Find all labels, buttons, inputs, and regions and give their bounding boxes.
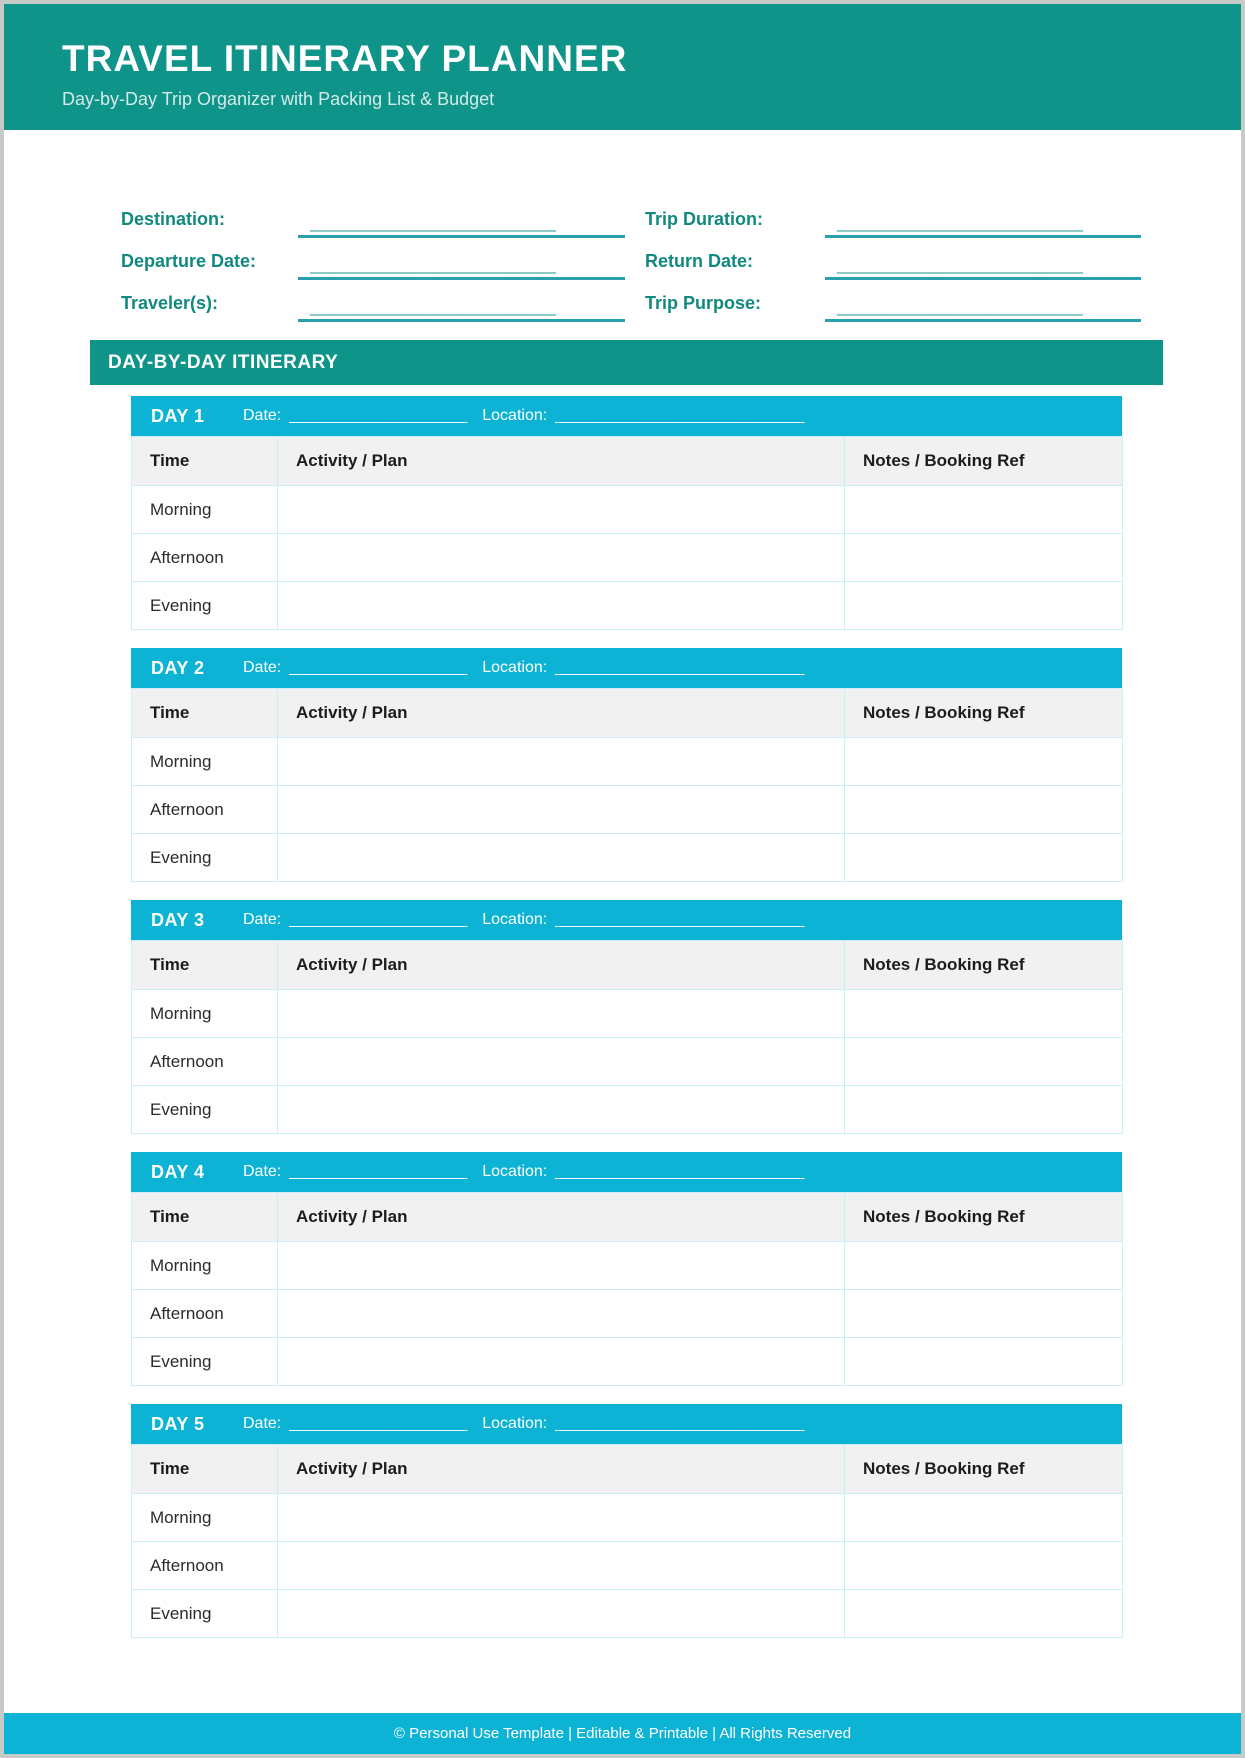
table-header-row	[132, 689, 1123, 738]
notes-cell[interactable]	[845, 1242, 1123, 1290]
table-header-row	[132, 1445, 1123, 1494]
destination-label: Destination:	[121, 209, 226, 229]
time-slot-row	[132, 1290, 1123, 1338]
col-header-activity: Activity / Plan	[278, 689, 845, 738]
date-blank[interactable]: ____________________	[289, 1415, 468, 1432]
time-slot-row	[132, 1338, 1123, 1386]
day-table	[131, 436, 1123, 630]
time-slot-row	[132, 1086, 1123, 1134]
location-label: Location:	[482, 911, 548, 928]
date-field-group	[243, 1415, 482, 1433]
day-block	[131, 1404, 1122, 1638]
notes-cell[interactable]	[845, 834, 1123, 882]
return-date-field[interactable]	[825, 238, 1141, 280]
blank-line: __________________________	[837, 213, 1083, 232]
location-field-group	[482, 1415, 813, 1433]
activity-cell[interactable]	[278, 1542, 845, 1590]
time-slot-row	[132, 1242, 1123, 1290]
day-block	[131, 1152, 1122, 1386]
notes-cell[interactable]	[845, 1590, 1123, 1638]
blank-line: __________________________	[310, 297, 556, 316]
date-blank[interactable]: ____________________	[289, 1163, 468, 1180]
location-label: Location:	[482, 1415, 548, 1432]
activity-cell[interactable]	[278, 486, 845, 534]
location-blank[interactable]: ____________________________	[555, 1163, 805, 1180]
table-header-row	[132, 1193, 1123, 1242]
destination-field[interactable]	[298, 196, 625, 238]
notes-cell[interactable]	[845, 486, 1123, 534]
page-footer: © Personal Use Template | Editable & Printable | All Rights Reserved	[4, 1713, 1241, 1754]
day-table	[131, 1192, 1123, 1386]
col-header-time: Time	[132, 437, 278, 486]
day-label: DAY 4	[151, 1161, 205, 1182]
day-table	[131, 688, 1123, 882]
notes-cell[interactable]	[845, 534, 1123, 582]
section-header-itinerary: DAY-BY-DAY ITINERARY	[90, 340, 1163, 385]
notes-cell[interactable]	[845, 582, 1123, 630]
col-header-activity: Activity / Plan	[278, 1445, 845, 1494]
activity-cell[interactable]	[278, 534, 845, 582]
form-row	[121, 196, 1147, 238]
date-label: Date:	[243, 911, 282, 928]
col-header-activity: Activity / Plan	[278, 1193, 845, 1242]
notes-cell[interactable]	[845, 990, 1123, 1038]
day-table	[131, 940, 1123, 1134]
time-slot-label: Afternoon	[132, 1290, 278, 1338]
location-field-group	[482, 1163, 813, 1181]
date-field-group	[243, 659, 482, 677]
location-label: Location:	[482, 659, 548, 676]
time-slot-label: Evening	[132, 1338, 278, 1386]
date-label: Date:	[243, 659, 282, 676]
location-label: Location:	[482, 1163, 548, 1180]
form-row	[121, 238, 1147, 280]
date-field-group	[243, 911, 482, 929]
date-blank[interactable]: ____________________	[289, 911, 468, 928]
location-label: Location:	[482, 407, 548, 424]
time-slot-label: Afternoon	[132, 534, 278, 582]
col-header-time: Time	[132, 1445, 278, 1494]
time-slot-row	[132, 486, 1123, 534]
time-slot-row	[132, 1542, 1123, 1590]
time-slot-row	[132, 1038, 1123, 1086]
location-field-group	[482, 911, 813, 929]
time-slot-label: Morning	[132, 990, 278, 1038]
column-gap	[625, 280, 645, 322]
col-header-notes: Notes / Booking Ref	[845, 1445, 1123, 1494]
blank-line: __________________________	[837, 297, 1083, 316]
page-header	[4, 4, 1241, 130]
date-label: Date:	[243, 1415, 282, 1432]
col-header-notes: Notes / Booking Ref	[845, 689, 1123, 738]
time-slot-row	[132, 1590, 1123, 1638]
time-slot-row	[132, 1494, 1123, 1542]
date-field-group	[243, 407, 482, 425]
return-date-label: Return Date:	[645, 251, 754, 271]
location-field-group	[482, 407, 813, 425]
activity-cell[interactable]	[278, 1290, 845, 1338]
date-label: Date:	[243, 1163, 282, 1180]
activity-cell[interactable]	[278, 1494, 845, 1542]
form-row	[121, 280, 1147, 322]
time-slot-label: Morning	[132, 738, 278, 786]
time-slot-label: Evening	[132, 834, 278, 882]
day-blocks-container	[4, 396, 1241, 1638]
location-blank[interactable]: ____________________________	[555, 659, 805, 676]
day-label: DAY 2	[151, 657, 205, 678]
activity-cell[interactable]	[278, 1242, 845, 1290]
notes-cell[interactable]	[845, 1038, 1123, 1086]
day-header-bar	[131, 1404, 1122, 1444]
time-slot-row	[132, 738, 1123, 786]
day-header-bar	[131, 900, 1122, 940]
day-block	[131, 396, 1122, 630]
travelers-field[interactable]	[298, 280, 625, 322]
activity-cell[interactable]	[278, 834, 845, 882]
notes-cell[interactable]	[845, 786, 1123, 834]
notes-cell[interactable]	[845, 1542, 1123, 1590]
date-blank[interactable]: ____________________	[289, 659, 468, 676]
notes-cell[interactable]	[845, 1338, 1123, 1386]
day-header-bar	[131, 396, 1122, 436]
activity-cell[interactable]	[278, 990, 845, 1038]
notes-cell[interactable]	[845, 1494, 1123, 1542]
col-header-time: Time	[132, 941, 278, 990]
activity-cell[interactable]	[278, 1338, 845, 1386]
date-field-group	[243, 1163, 482, 1181]
time-slot-label: Afternoon	[132, 1038, 278, 1086]
blank-line: __________________________	[310, 213, 556, 232]
time-slot-row	[132, 582, 1123, 630]
date-blank[interactable]: ____________________	[289, 407, 468, 424]
activity-cell[interactable]	[278, 1590, 845, 1638]
time-slot-row	[132, 786, 1123, 834]
column-gap	[625, 238, 645, 280]
location-blank[interactable]: ____________________________	[555, 1415, 805, 1432]
time-slot-label: Evening	[132, 582, 278, 630]
time-slot-row	[132, 534, 1123, 582]
col-header-activity: Activity / Plan	[278, 437, 845, 486]
notes-cell[interactable]	[845, 1290, 1123, 1338]
activity-cell[interactable]	[278, 1038, 845, 1086]
table-header-row	[132, 941, 1123, 990]
trip-purpose-label: Trip Purpose:	[645, 293, 762, 313]
activity-cell[interactable]	[278, 582, 845, 630]
trip-purpose-field[interactable]	[825, 280, 1141, 322]
time-slot-row	[132, 834, 1123, 882]
day-block	[131, 648, 1122, 882]
activity-cell[interactable]	[278, 786, 845, 834]
blank-line: __________________________	[837, 255, 1083, 274]
activity-cell[interactable]	[278, 738, 845, 786]
col-header-notes: Notes / Booking Ref	[845, 437, 1123, 486]
departure-date-label: Departure Date:	[121, 251, 257, 271]
time-slot-label: Morning	[132, 486, 278, 534]
time-slot-label: Evening	[132, 1590, 278, 1638]
blank-line: __________________________	[310, 255, 556, 274]
table-header-row	[132, 437, 1123, 486]
day-header-bar	[131, 648, 1122, 688]
col-header-time: Time	[132, 1193, 278, 1242]
col-header-time: Time	[132, 689, 278, 738]
trip-duration-label: Trip Duration:	[645, 209, 763, 229]
activity-cell[interactable]	[278, 1086, 845, 1134]
page-subtitle: Day-by-Day Trip Organizer with Packing List & Budget	[62, 89, 495, 109]
page-title: TRAVEL ITINERARY PLANNER	[62, 38, 628, 79]
col-header-notes: Notes / Booking Ref	[845, 941, 1123, 990]
time-slot-row	[132, 990, 1123, 1038]
day-label: DAY 3	[151, 909, 205, 930]
time-slot-label: Afternoon	[132, 1542, 278, 1590]
col-header-notes: Notes / Booking Ref	[845, 1193, 1123, 1242]
col-header-activity: Activity / Plan	[278, 941, 845, 990]
day-header-bar	[131, 1152, 1122, 1192]
column-gap	[625, 196, 645, 238]
day-label: DAY 1	[151, 405, 205, 426]
location-blank[interactable]: ____________________________	[555, 911, 805, 928]
location-blank[interactable]: ____________________________	[555, 407, 805, 424]
date-label: Date:	[243, 407, 282, 424]
notes-cell[interactable]	[845, 738, 1123, 786]
travelers-label: Traveler(s):	[121, 293, 219, 313]
day-block	[131, 900, 1122, 1134]
time-slot-label: Afternoon	[132, 786, 278, 834]
departure-date-field[interactable]	[298, 238, 625, 280]
time-slot-label: Evening	[132, 1086, 278, 1134]
time-slot-label: Morning	[132, 1494, 278, 1542]
location-field-group	[482, 659, 813, 677]
day-label: DAY 5	[151, 1413, 205, 1434]
trip-info-form	[121, 196, 1147, 322]
day-table	[131, 1444, 1123, 1638]
trip-duration-field[interactable]	[825, 196, 1141, 238]
notes-cell[interactable]	[845, 1086, 1123, 1134]
time-slot-label: Morning	[132, 1242, 278, 1290]
